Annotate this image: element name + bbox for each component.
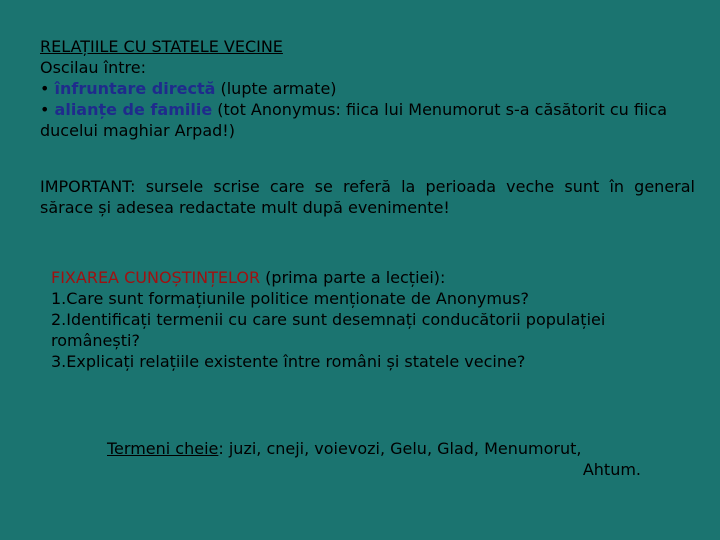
review-heading-term: FIXAREA CUNOȘTINȚELOR [51,268,261,287]
relations-title: RELAȚIILE CU STATELE VECINE [40,37,283,56]
keywords-section [107,438,647,480]
review-question-1: 1.Care sunt formațiunile politice menționate de Anonymus? [51,289,529,308]
relations-intro: Oscilau între: [40,58,146,77]
bullet-term: înfruntare directă [54,79,216,98]
bullet-item-1 [40,78,695,99]
bullet-text: (tot Anonymus: fiica lui Menumorut s-a căsătorit cu fiica ducelui maghiar Arpad!) [40,100,667,140]
bullet-mark: • [40,79,55,98]
keywords-list: : juzi, cneji, voievozi, Gelu, Glad, Menumorut, [218,439,582,458]
review-heading-rest: (prima parte a lecției): [260,268,446,287]
important-note [40,176,695,218]
keywords-label: Termeni cheie [107,439,219,458]
review-question-3: 3.Explicați relațiile existente între români și statele vecine? [51,352,526,371]
important-text: IMPORTANT: sursele scrise care se referă la perioada veche sunt în general sărace și adesea redactate mult după evenimente! [40,177,695,217]
relations-section [40,36,695,141]
bullet-text: (lupte armate) [215,79,337,98]
review-heading [51,267,611,288]
keywords-line [107,438,647,459]
bullet-term: alianțe de familie [54,100,213,119]
bullet-mark: • [40,100,55,119]
bullet-item-2 [40,99,695,141]
review-section [51,267,611,372]
keywords-last: Ahtum. [582,460,641,479]
review-question-2: 2.Identificați termenii cu care sunt desemnați conducătorii populației românești? [51,310,606,350]
